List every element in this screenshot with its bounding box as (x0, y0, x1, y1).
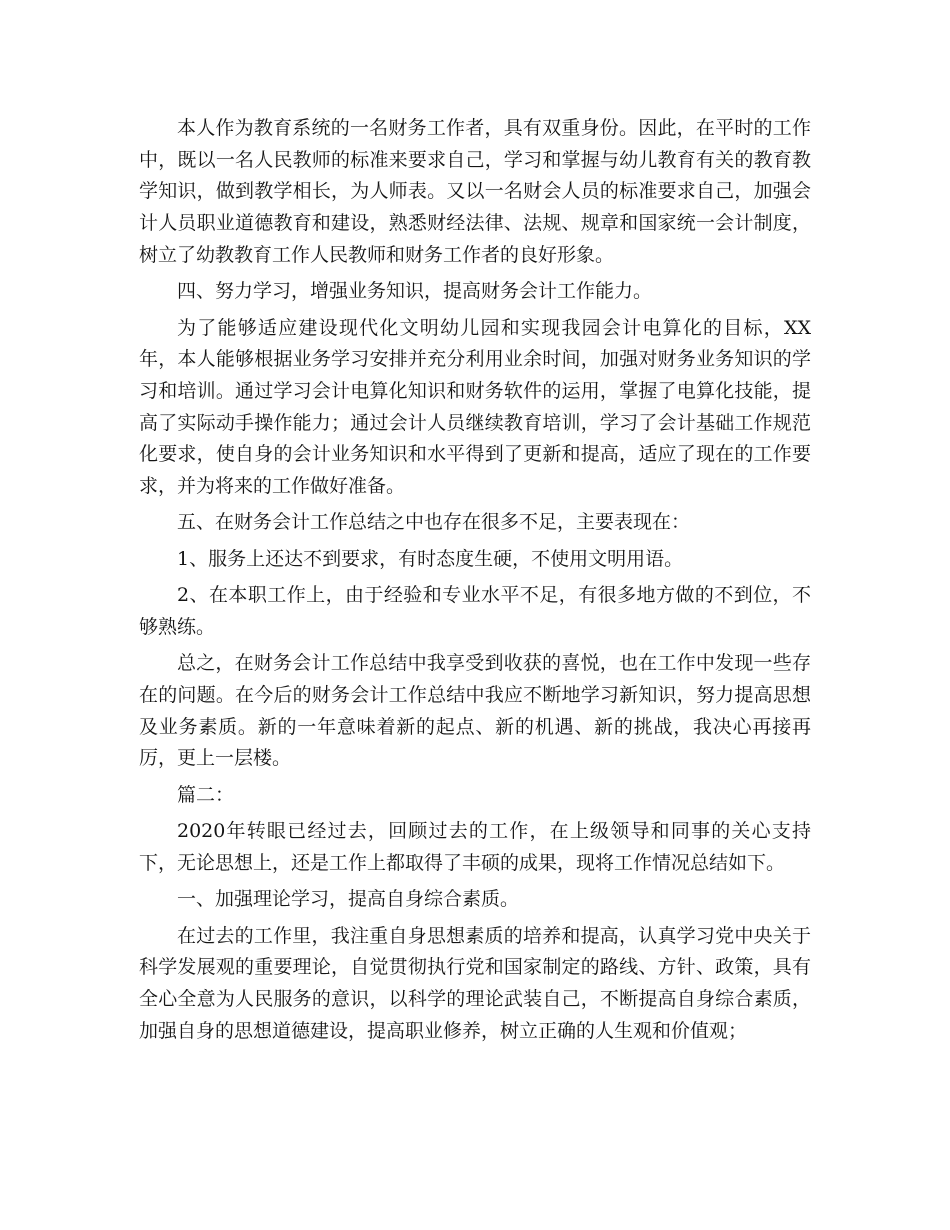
paragraph-study-training: 为了能够适应建设现代化文明幼儿园和实现我园会计电算化的目标，XX年，本人能够根据业务学习安排并充分利用业余时间，加强对财务业务知识的学习和培训。通过学习会计电算化知识和财务软件的运用，掌握了电算化技能，提高了实际动手操作能力；通过会计人员继续教育培训，学习了会计基础工作规范化要求，使自身的会计业务知识和水平得到了更新和提高，适应了现在的工作要求，并为将来的工作做好准备。 (139, 316, 811, 497)
paragraph-role-identity: 本人作为教育系统的一名财务工作者，具有双重身份。因此，在平时的工作中，既以一名人民教师的标准来要求自己，学习和掌握与幼儿教育有关的教育教学知识，做到教学相长，为人师表。又以一名财会人员的标准要求自己，加强会计人员职业道德教育和建设，熟悉财经法律、法规、规章和国家统一会计制度，树立了幼教教育工作人民教师和财务工作者的良好形象。 (139, 117, 811, 266)
paragraph-theory-study: 在过去的工作里，我注重自身思想素质的培养和提高，认真学习党中央关于科学发展观的重要理论，自觉贯彻执行党和国家制定的路线、方针、政策，具有全心全意为人民服务的意识，以科学的理论武装自己，不断提高自身综合素质，加强自身的思想道德建设，提高职业修养，树立正确的人生观和价值观； (139, 924, 811, 1042)
heading-part-two: 篇二： (177, 783, 235, 806)
heading-section-four: 四、努力学习，增强业务知识，提高财务会计工作能力。 (177, 280, 653, 303)
list-item-2: 2、在本职工作上，由于经验和专业水平不足，有很多地方做的不到位，不够熟练。 (139, 584, 811, 638)
heading-section-five: 五、在财务会计工作总结之中也存在很多不足，主要表现在： (177, 511, 691, 534)
paragraph-conclusion: 总之，在财务会计工作总结中我享受到收获的喜悦，也在工作中发现一些存在的问题。在今后的财务会计工作总结中我应不断地学习新知识，努力提高思想及业务素质。新的一年意味着新的起点、新的机遇、新的挑战，我决心再接再厉，更上一层楼。 (139, 652, 811, 770)
document-body (139, 113, 811, 1052)
heading-section-one: 一、加强理论学习，提高自身综合素质。 (177, 888, 520, 911)
list-item-1: 1、服务上还达不到要求，有时态度生硬，不使用文明用语。 (177, 547, 684, 570)
paragraph-intro-2020: 2020年转眼已经过去，回顾过去的工作，在上级领导和同事的关心支持下，无论思想上，还是工作上都取得了丰硕的成果，现将工作情况总结如下。 (139, 820, 811, 874)
